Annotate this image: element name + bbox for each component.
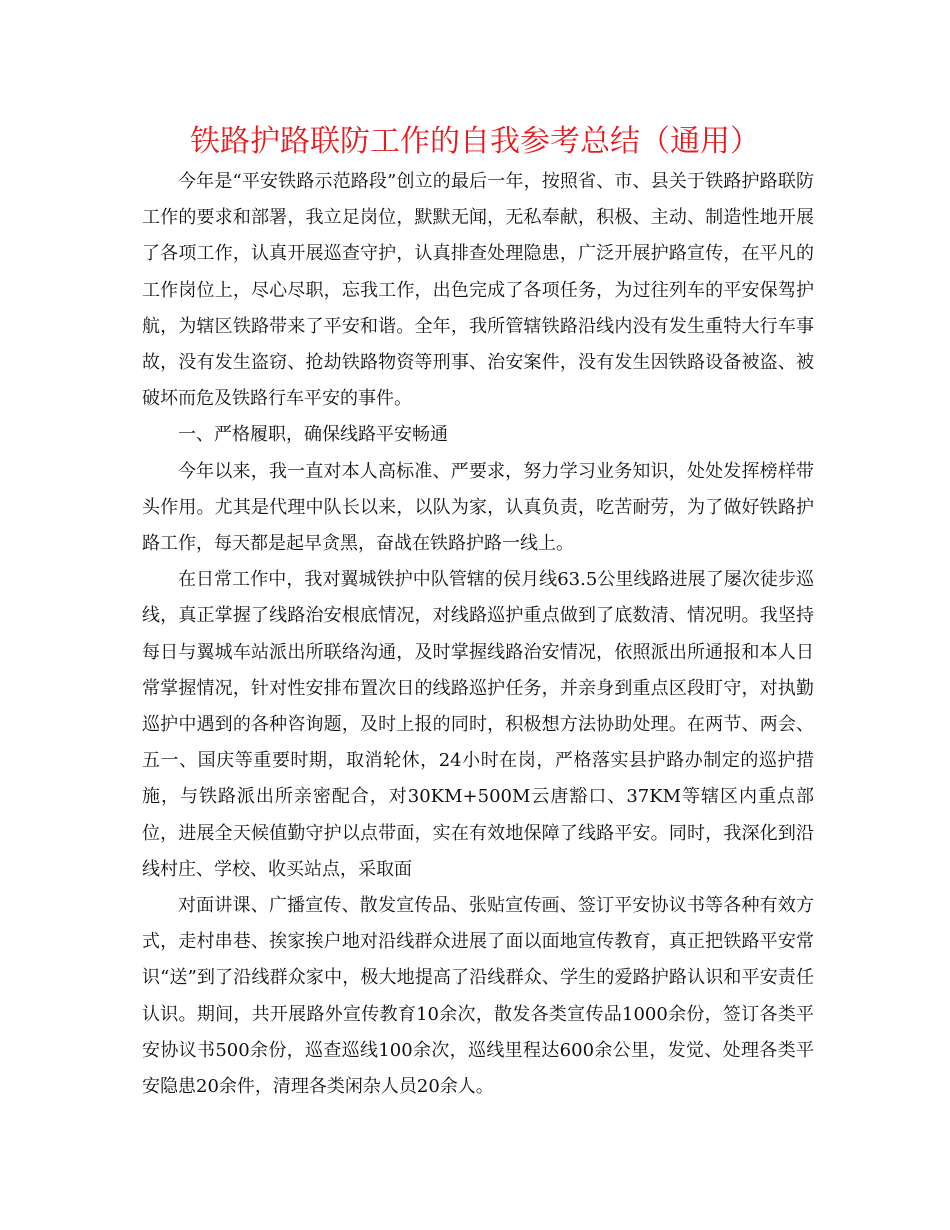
document-title: 铁路护路联防工作的自我参考总结（通用） bbox=[190, 124, 760, 159]
document-body bbox=[142, 164, 814, 1105]
section-heading: 一、严格履职，确保线路平安畅通 bbox=[178, 424, 448, 446]
body-paragraph: 今年以来，我一直对本人高标准、严要求，努力学习业务知识，处处发挥榜样带头作用。尤其是代理中队长以来，以队为家，认真负责，吃苦耐劳，为了做好铁路护路工作，每天都是起早贪黑，奋战在铁路护路一线上。 bbox=[142, 460, 814, 555]
intro-paragraph: 今年是“平安铁路示范路段”创立的最后一年，按照省、市、县关于铁路护路联防工作的要求和部署，我立足岗位，默默无闻，无私奉献，积极、主动、制造性地开展了各项工作，认真开展巡查守护，认真排查处理隐患，广泛开展护路宣传，在平凡的工作岗位上，尽心尽职，忘我工作，出色完成了各项任务，为过往列车的平安保驾护航，为辖区铁路带来了平安和谐。全年，我所管辖铁路沿线内没有发生重特大行车事故，没有发生盗窃、抢劫铁路物资等刑事、治安案件，没有发生因铁路设备被盗、被破坏而危及铁路行车平安的事件。 bbox=[142, 171, 814, 410]
body-paragraph: 对面讲课、广播宣传、散发宣传品、张贴宣传画、签订平安协议书等各种有效方式，走村串巷、挨家挨户地对沿线群众进展了面以面地宣传教育，真正把铁路平安常识“送”到了沿线群众家中，极大地提高了沿线群众、学生的爱路护路认识和平安责任认识。期间，共开展路外宣传教育10余次，散发各类宣传品1000余份，签订各类平安协议书500余份，巡查巡线100余次，巡线里程达600余公里，发觉、处理各类平安隐患20余件，清理各类闲杂人员20余人。 bbox=[142, 895, 814, 1098]
body-paragraph: 在日常工作中，我对翼城铁护中队管辖的侯月线63.5公里线路进展了屡次徒步巡线，真正掌握了线路治安根底情况，对线路巡护重点做到了底数清、情况明。我坚持每日与翼城车站派出所联络沟通，及时掌握线路治安情况，依照派出所通报和本人日常掌握情况，针对性安排布置次日的线路巡护任务，并亲身到重点区段盯守，对执勤巡护中遇到的各种咨询题，及时上报的同时，积极想方法协助处理。在两节、两会、五一、国庆等重要时期，取消轮休，24小时在岗，严格落实县护路办制定的巡护措施，与铁路派出所亲密配合，对30KM+500M云唐豁口、37KM等辖区内重点部位，进展全天候值勤守护以点带面，实在有效地保障了线路平安。同时，我深化到沿线村庄、学校、收买站点，采取面 bbox=[142, 569, 814, 880]
